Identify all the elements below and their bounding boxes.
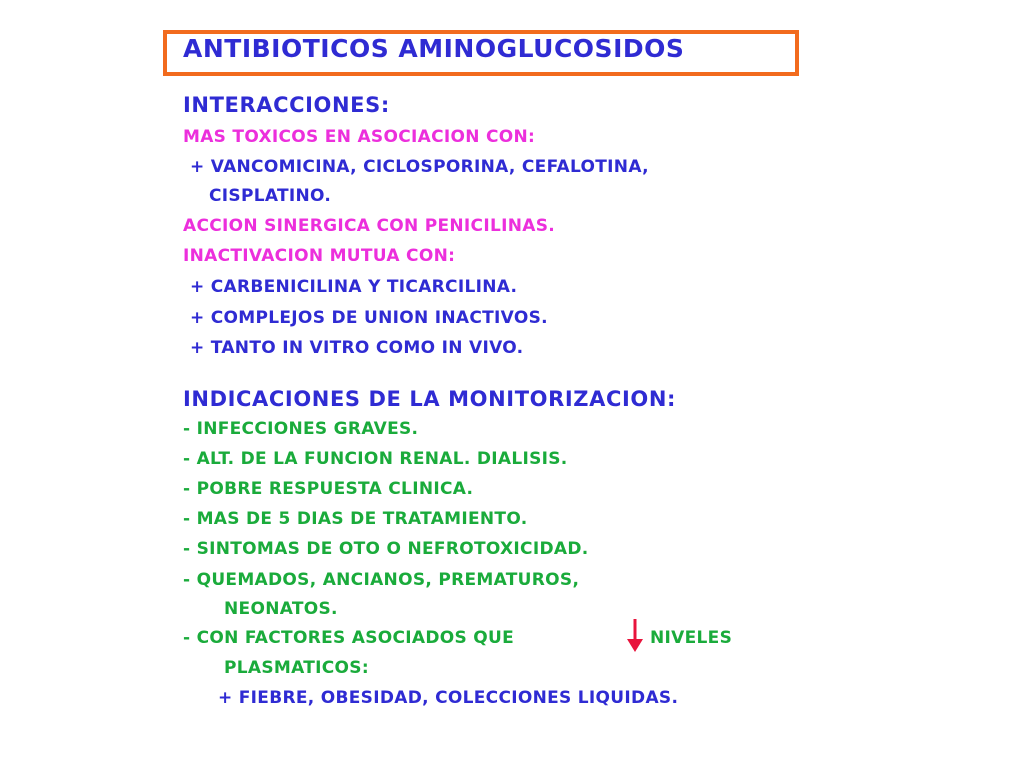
toxicos-label: MAS TOXICOS EN ASOCIACION CON:: [183, 127, 536, 147]
factores-suffix: NIVELES: [650, 628, 733, 648]
inactivacion-item: + TANTO IN VITRO COMO IN VIVO.: [190, 338, 524, 358]
slide-title: ANTIBIOTICOS AMINOGLUCOSIDOS: [183, 34, 685, 63]
indicacion-item: - POBRE RESPUESTA CLINICA.: [183, 479, 474, 499]
indicacion-item: - MAS DE 5 DIAS DE TRATAMIENTO.: [183, 509, 528, 529]
interacciones-heading: INTERACCIONES:: [183, 93, 390, 117]
inactivacion-item: + CARBENICILINA Y TICARCILINA.: [190, 277, 518, 297]
indicacion-item: - SINTOMAS DE OTO O NEFROTOXICIDAD.: [183, 539, 589, 559]
toxicos-item-1: + VANCOMICINA, CICLOSPORINA, CEFALOTINA,: [190, 157, 649, 177]
factores-prefix: - CON FACTORES ASOCIADOS QUE: [183, 628, 515, 648]
indicacion-item: - ALT. DE LA FUNCION RENAL. DIALISIS.: [183, 449, 568, 469]
down-arrow-icon: [626, 618, 644, 654]
inactivacion-item: + COMPLEJOS DE UNION INACTIVOS.: [190, 308, 548, 328]
indicacion-item-cont: NEONATOS.: [224, 599, 338, 619]
indicacion-item: - QUEMADOS, ANCIANOS, PREMATUROS,: [183, 570, 580, 590]
sinergica-text: ACCION SINERGICA CON PENICILINAS.: [183, 216, 556, 236]
indicacion-item: - INFECCIONES GRAVES.: [183, 419, 419, 439]
factores-sub-item: + FIEBRE, OBESIDAD, COLECCIONES LIQUIDAS.: [218, 688, 679, 708]
inactivacion-label: INACTIVACION MUTUA CON:: [183, 246, 456, 266]
toxicos-item-1-cont: CISPLATINO.: [209, 186, 332, 206]
factores-cont: PLASMATICOS:: [224, 658, 369, 678]
indicaciones-heading: INDICACIONES DE LA MONITORIZACION:: [183, 387, 676, 411]
